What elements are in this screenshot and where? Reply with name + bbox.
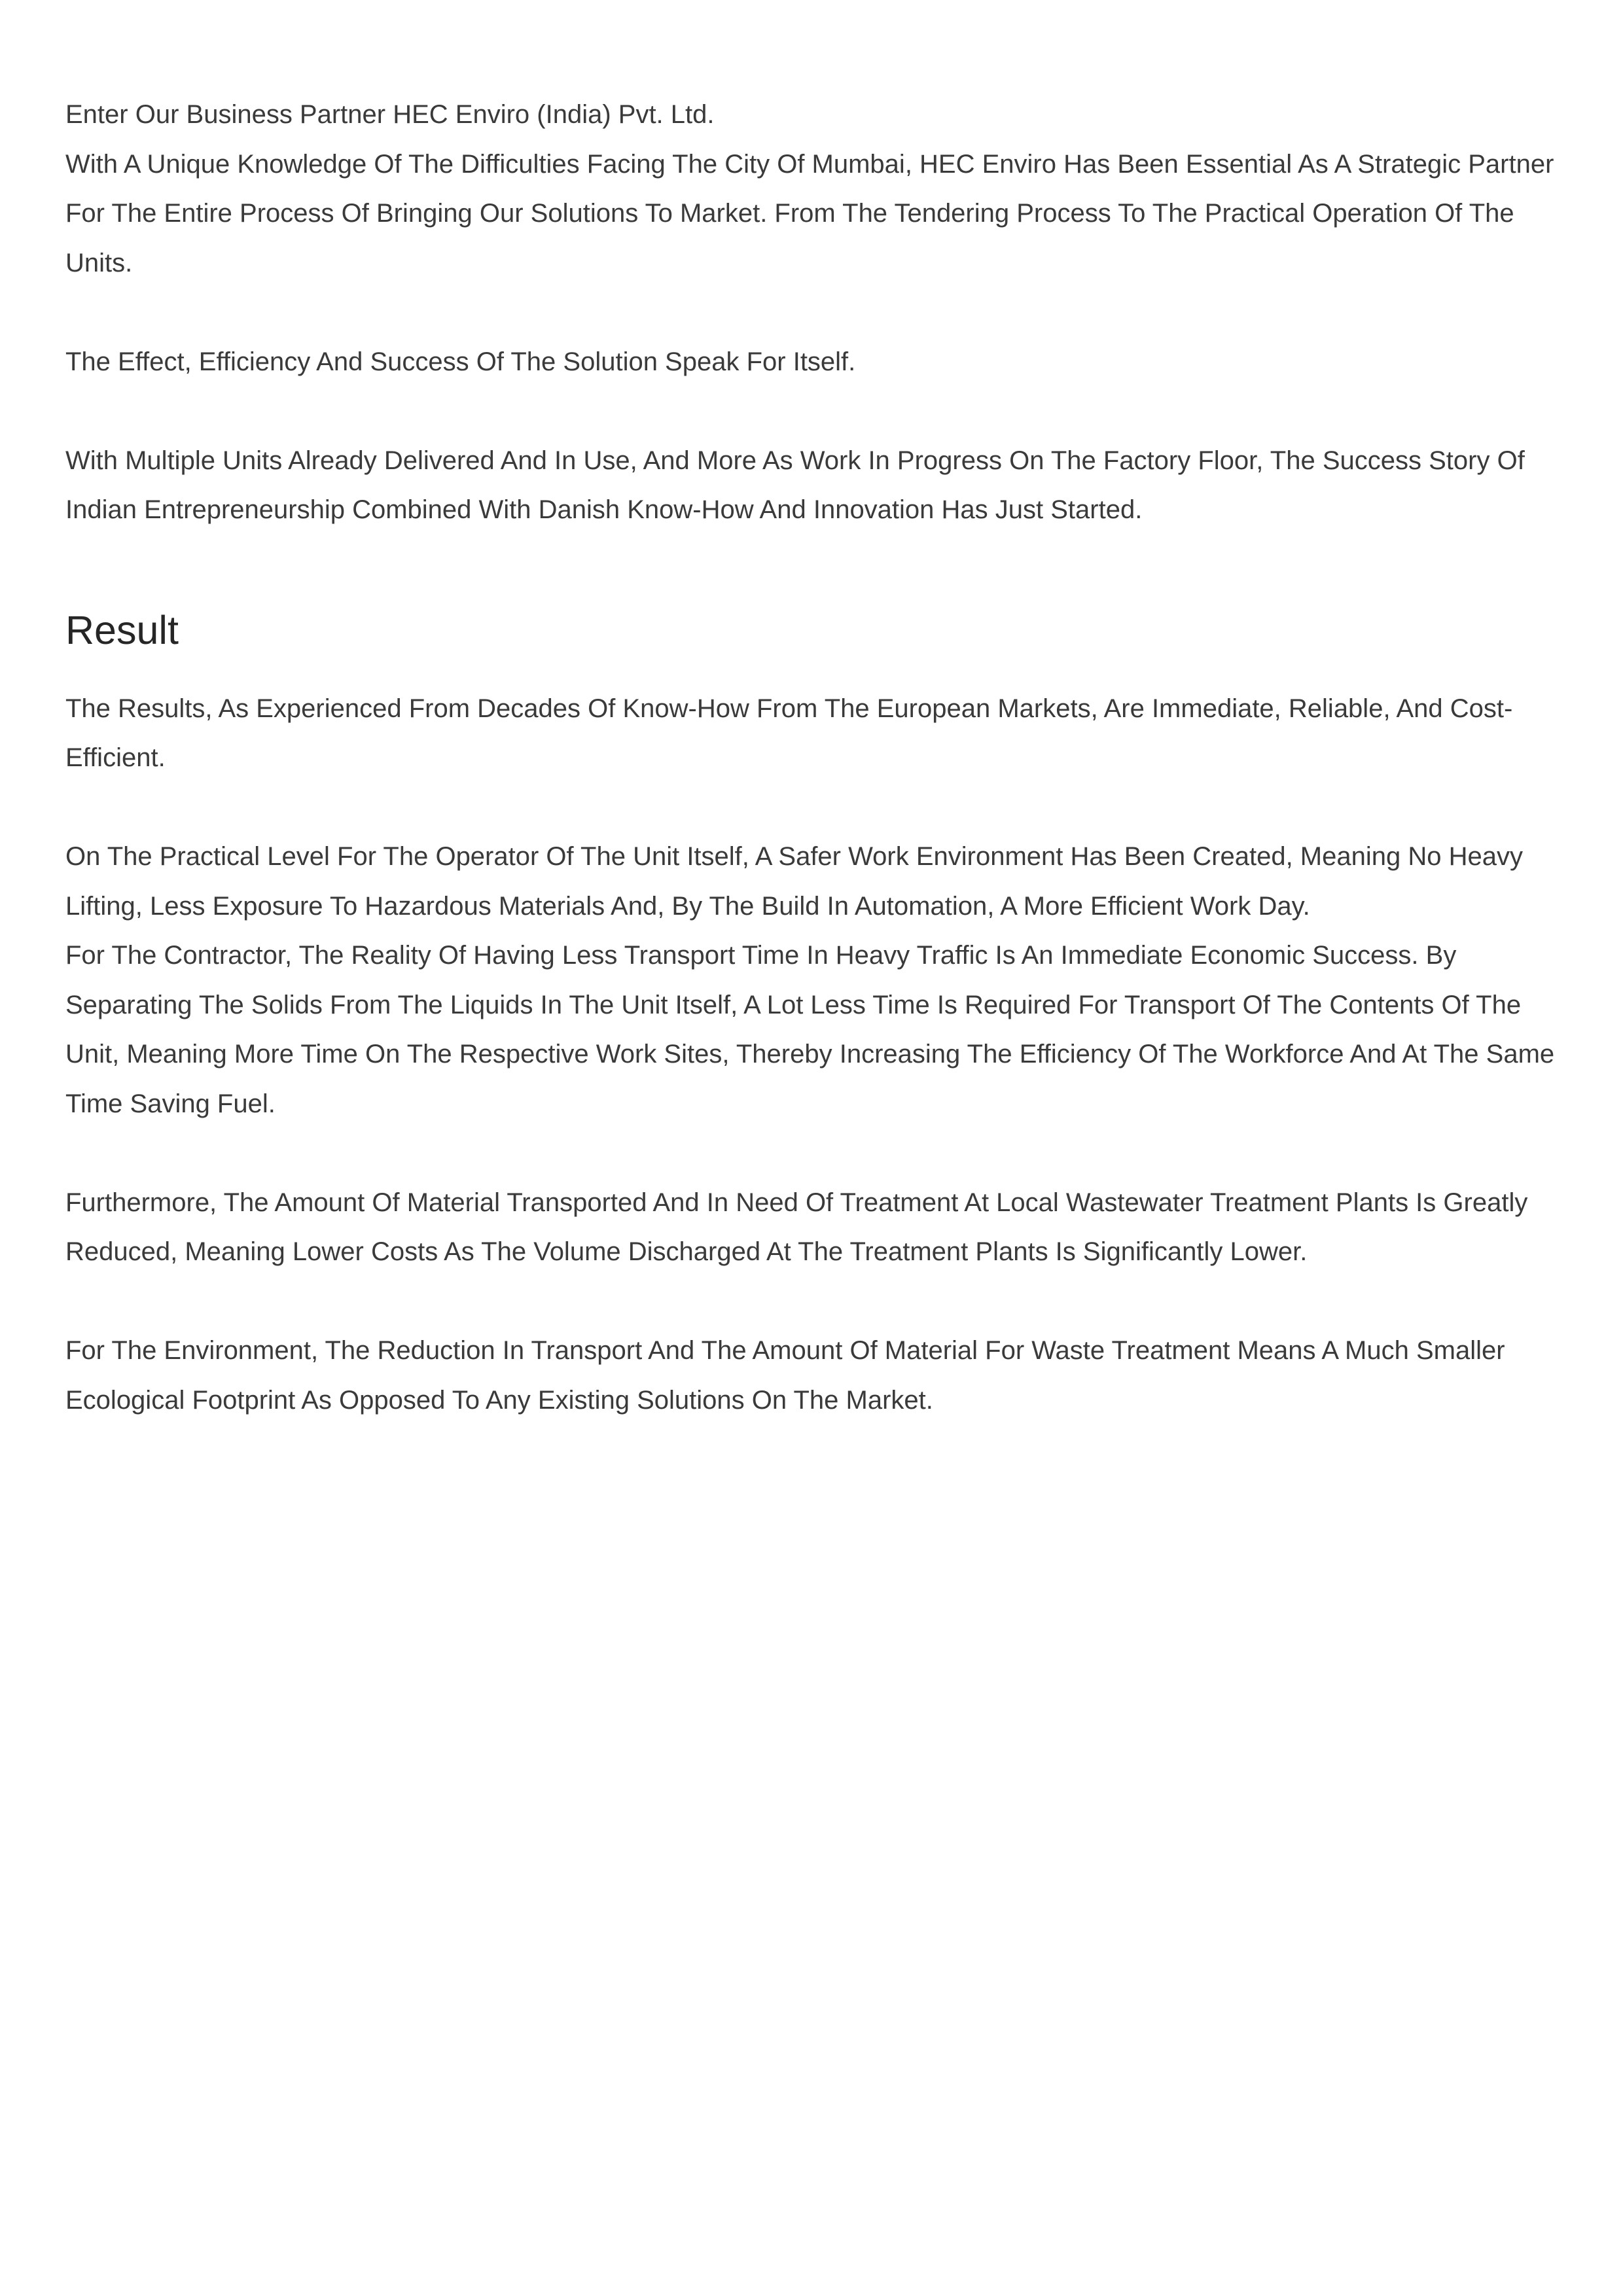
results-paragraph: The Results, As Experienced From Decades Of Know-How From The European Markets, Are Immediate, Reliable, And Cost-Efficient. [65, 694, 1513, 772]
knowledge-paragraph: With A Unique Knowledge Of The Difficulties Facing The City Of Mumbai, HEC Enviro Has Been Essential As A Strategic Partner For The Entire Process Of Bringing Our Solutions To Market. From The Tendering Process To The Practical Operation Of The Units. [65, 149, 1554, 277]
contractor-paragraph: For The Contractor, The Reality Of Having Less Transport Time In Heavy Traffic Is An Immediate Economic Success. By Separating The Solids From The Liquids In The Unit Itself, A Lot Less Time Is Required For Transport Of The Contents Of The Unit, Meaning More Time On The Respective Work Sites, Thereby Increasing The Efficiency Of The Workforce And At The Same Time Saving Fuel. [65, 941, 1555, 1118]
environment-paragraph: For The Environment, The Reduction In Transport And The Amount Of Material For Waste Treatment Means A Much Smaller Ecological Footprint As Opposed To Any Existing Solutions On The Market. [65, 1336, 1505, 1415]
furthermore-paragraph: Furthermore, The Amount Of Material Transported And In Need Of Treatment At Local Wastewater Treatment Plants Is Greatly Reduced, Meaning Lower Costs As The Volume Discharged At The Treatment Plants Is Significantly Lower. [65, 1188, 1528, 1266]
document-page [65, 90, 1564, 1425]
partner-line: Enter Our Business Partner HEC Enviro (India) Pvt. Ltd. [65, 100, 715, 129]
result-heading: Result [65, 607, 179, 652]
operator-paragraph: On The Practical Level For The Operator Of The Unit Itself, A Safer Work Environment Has Been Created, Meaning No Heavy Lifting, Less Exposure To Hazardous Materials And, By The Build In Automation, A More Efficient Work Day. [65, 842, 1523, 921]
effect-paragraph: The Effect, Efficiency And Success Of The Solution Speak For Itself. [65, 347, 856, 376]
units-paragraph: With Multiple Units Already Delivered And In Use, And More As Work In Progress On The Factory Floor, The Success Story Of Indian Entrepreneurship Combined With Danish Know-How And Innovation Has Just Started. [65, 446, 1525, 524]
